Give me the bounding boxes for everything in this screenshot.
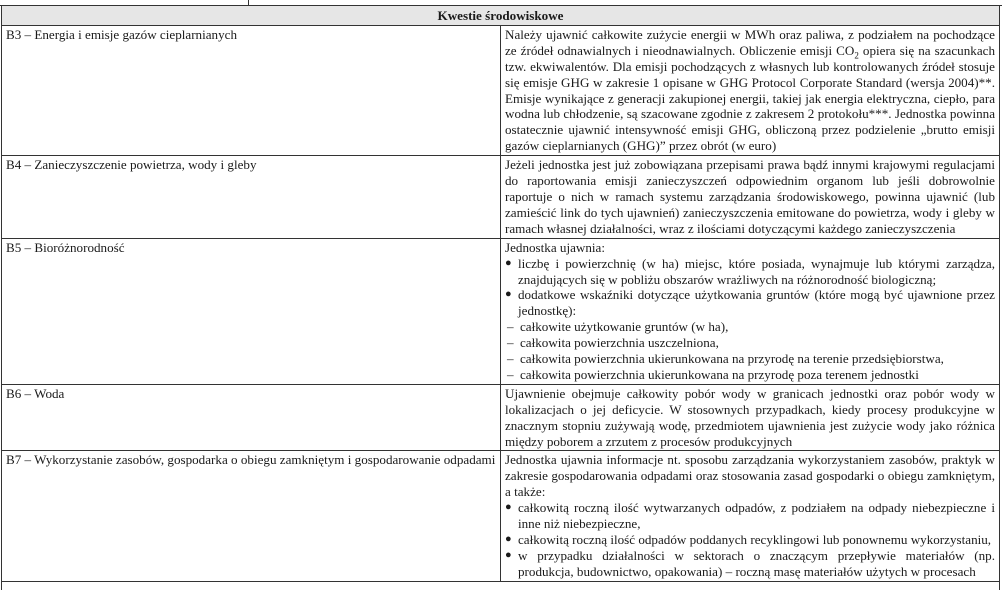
list-item: ● dodatkowe wskaźniki dotyczące użytkowania gruntów (które mogą być ujawnione przez jednostkę): bbox=[505, 287, 995, 319]
row-text bbox=[501, 25, 1000, 155]
section-title: Kwestie środowiskowe bbox=[2, 6, 1000, 26]
row-label: B6 – Woda bbox=[2, 384, 501, 451]
continuation-cell bbox=[2, 581, 1000, 590]
dash-list bbox=[505, 319, 995, 383]
section-header-row bbox=[2, 6, 1000, 26]
intro-text: Jednostka ujawnia informacje nt. sposobu zarządzania wykorzystaniem zasobów, praktyk w zakresie gospodarowania odpadami oraz stosowania zasad gospodarki o obiegu zamkniętym, a także: bbox=[505, 452, 995, 500]
list-item: ● całkowitą roczną ilość wytwarzanych odpadów, z podziałem na odpady niebezpieczne i inne niż niebezpieczne, bbox=[505, 500, 995, 532]
table-row bbox=[2, 451, 1000, 581]
list-item: – całkowita powierzchnia uszczelniona, bbox=[505, 335, 995, 351]
row-label: B3 – Energia i emisje gazów cieplarnianych bbox=[2, 25, 501, 155]
bullet-list bbox=[505, 256, 995, 320]
paragraph: Należy ujawnić całkowite zużycie energii w MWh oraz paliwa, z podziałem na pochodzące ze źródeł odnawialnych i nieodnawialnych. Obliczenie emisji $CO_2$ opiera się na szacunkach tzw. ekwiwalentów. Dla emisji pochodzących z własnych lub kontrolowanych źródeł stosuje się emisje GHG w zakresie 1 opisane w GHG Protocol Corporate Standard (wersja 2004)**. Emisje wynikające z generacji zakupionej energii, takiej jak energia elektryczna, ciepło, para wodna lub chłodzenie, są szacowane zgodnie z zakresem 2 protokołu***. Jednostka powinna ostatecznie ujawnić intensywność emisji GHG, obliczoną przez podzielenie „brutto emisji gazów cieplarnianych (GHG)” przez obrót (w euro) bbox=[505, 26, 995, 154]
row-label: B4 – Zanieczyszczenie powietrza, wody i gleby bbox=[2, 156, 501, 239]
bullet-list bbox=[505, 500, 995, 580]
row-text: Ujawnienie obejmuje całkowity pobór wody w granicach jednostki oraz pobór wody w lokalizacjach o jej deficycie. W stosownych przypadkach, kiedy procesy produkcyjne w znacznym stopniu zużywają wodę, przedmiotem ujawnienia jest zużycie wody jako różnica między poborem a zrzutem z procesów produkcyjnych bbox=[501, 384, 1000, 451]
table-row bbox=[2, 25, 1000, 155]
table-row-continuation bbox=[2, 581, 1000, 590]
table-row bbox=[2, 156, 1000, 239]
list-item: – całkowita powierzchnia ukierunkowana na przyrodę na terenie przedsiębiorstwa, bbox=[505, 351, 995, 367]
list-item: ● całkowitą roczną ilość odpadów poddanych recyklingowi lub ponownemu wykorzystaniu, bbox=[505, 532, 995, 548]
intro-text: Jednostka ujawnia: bbox=[505, 239, 605, 255]
environmental-issues-table bbox=[1, 5, 1000, 590]
row-text bbox=[501, 238, 1000, 384]
row-text bbox=[501, 451, 1000, 581]
row-text: Jeżeli jednostka jest już zobowiązana przepisami prawa bądź innymi krajowymi regulacjami do raportowania emisji zanieczyszczeń odpowiednim organom lub jeśli dobrowolnie raportuje o nich w ramach systemu zarządzania środowiskowego, powinna ujawnić (lub zamieścić link do tych ujawnień) zanieczyszczenia emitowane do powietrza, wody i gleby w ramach własnej działalności, wraz z ilościami dotyczącymi każdego zanieczyszczenia bbox=[501, 156, 1000, 239]
row-label: B7 – Wykorzystanie zasobów, gospodarka o obiegu zamkniętym i gospodarowanie odpadami bbox=[2, 451, 501, 581]
list-item: – całkowita powierzchnia ukierunkowana na przyrodę poza terenem jednostki bbox=[505, 367, 995, 383]
table-row bbox=[2, 384, 1000, 451]
row-label: B5 – Bioróżnorodność bbox=[2, 238, 501, 384]
table-row bbox=[2, 238, 1000, 384]
list-item: ● liczbę i powierzchnię (w ha) miejsc, które posiada, wynajmuje lub którymi zarządza, znajdujących się w pobliżu obszarów wrażliwych na różnorodność biologiczną; bbox=[505, 256, 995, 288]
list-item: ● w przypadku działalności w sektorach o znaczącym przepływie materiałów (np. produkcja, budownictwo, opakowania) – roczną masę materiałów użytych w procesach bbox=[505, 548, 995, 580]
list-item: – całkowite użytkowanie gruntów (w ha), bbox=[505, 319, 995, 335]
